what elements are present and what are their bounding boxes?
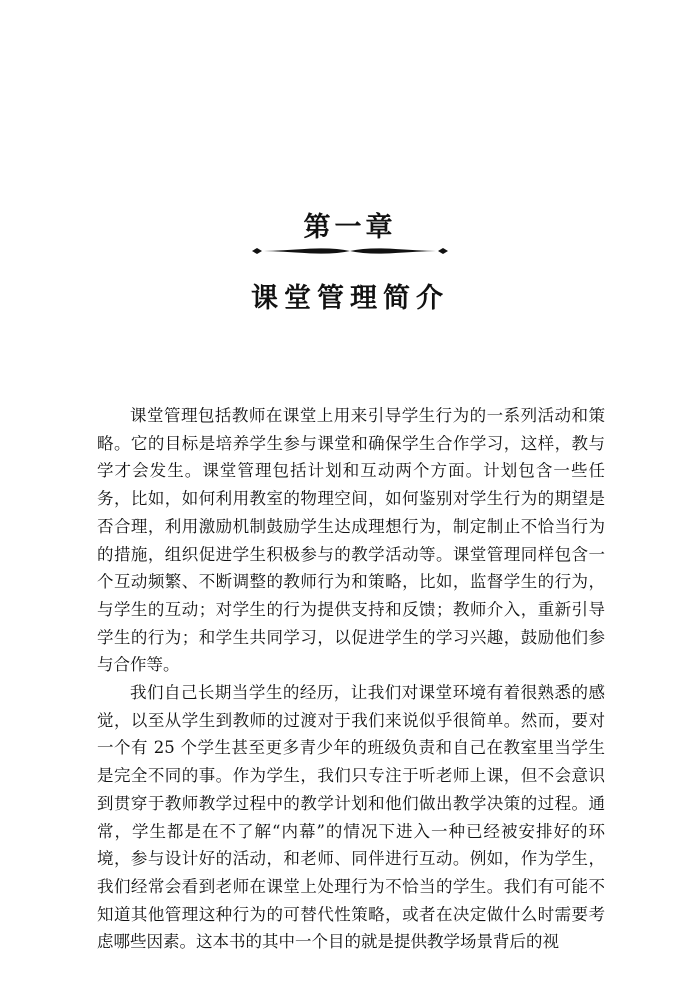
- chapter-title: 课堂管理简介: [251, 283, 449, 314]
- divider-ornament-icon: [250, 244, 450, 258]
- body-text: [97, 402, 605, 956]
- chapter-label: 第一章: [303, 212, 397, 243]
- paragraph-1: 课堂管理包括教师在课堂上用来引导学生行为的一系列活动和策略。它的目标是培养学生参与课堂和确保学生合作学习，这样，教与学才会发生。课堂管理包括计划和互动两个方面。计划包含一些任务，比如，如何利用教室的物理空间，如何鉴别对学生行为的期望是否合理，利用激励机制鼓励学生达成理想行为，制定制止不恰当行为的措施，组织促进学生积极参与的教学活动等。课堂管理同样包含一个互动频繁、不断调整的教师行为和策略，比如，监督学生的行为，与学生的互动；对学生的行为提供支持和反馈；教师介入，重新引导学生的行为；和学生共同学习，以促进学生的学习兴趣，鼓励他们参与合作等。: [97, 406, 605, 675]
- paragraph-2: 我们自己长期当学生的经历，让我们对课堂环境有着很熟悉的感觉，以至从学生到教师的过渡对于我们来说似乎很简单。然而，要对一个有 25 个学生甚至更多青少年的班级负责和自己在教室里当学生是完全不同的事。作为学生，我们只专注于听老师上课，但不会意识到贯穿于教师教学过程中的教学计划和他们做出教学决策的过程。通常，学生都是在不了解“内幕”的情况下进入一种已经被安排好的环境，参与设计好的活动，和老师、同伴进行互动。例如，作为学生，我们经常会看到老师在课堂上处理行为不恰当的学生。我们有可能不知道其他管理这种行为的可替代性策略，或者在决定做什么时需要考虑哪些因素。这本书的其中一个目的就是提供教学场景背后的视: [97, 683, 605, 952]
